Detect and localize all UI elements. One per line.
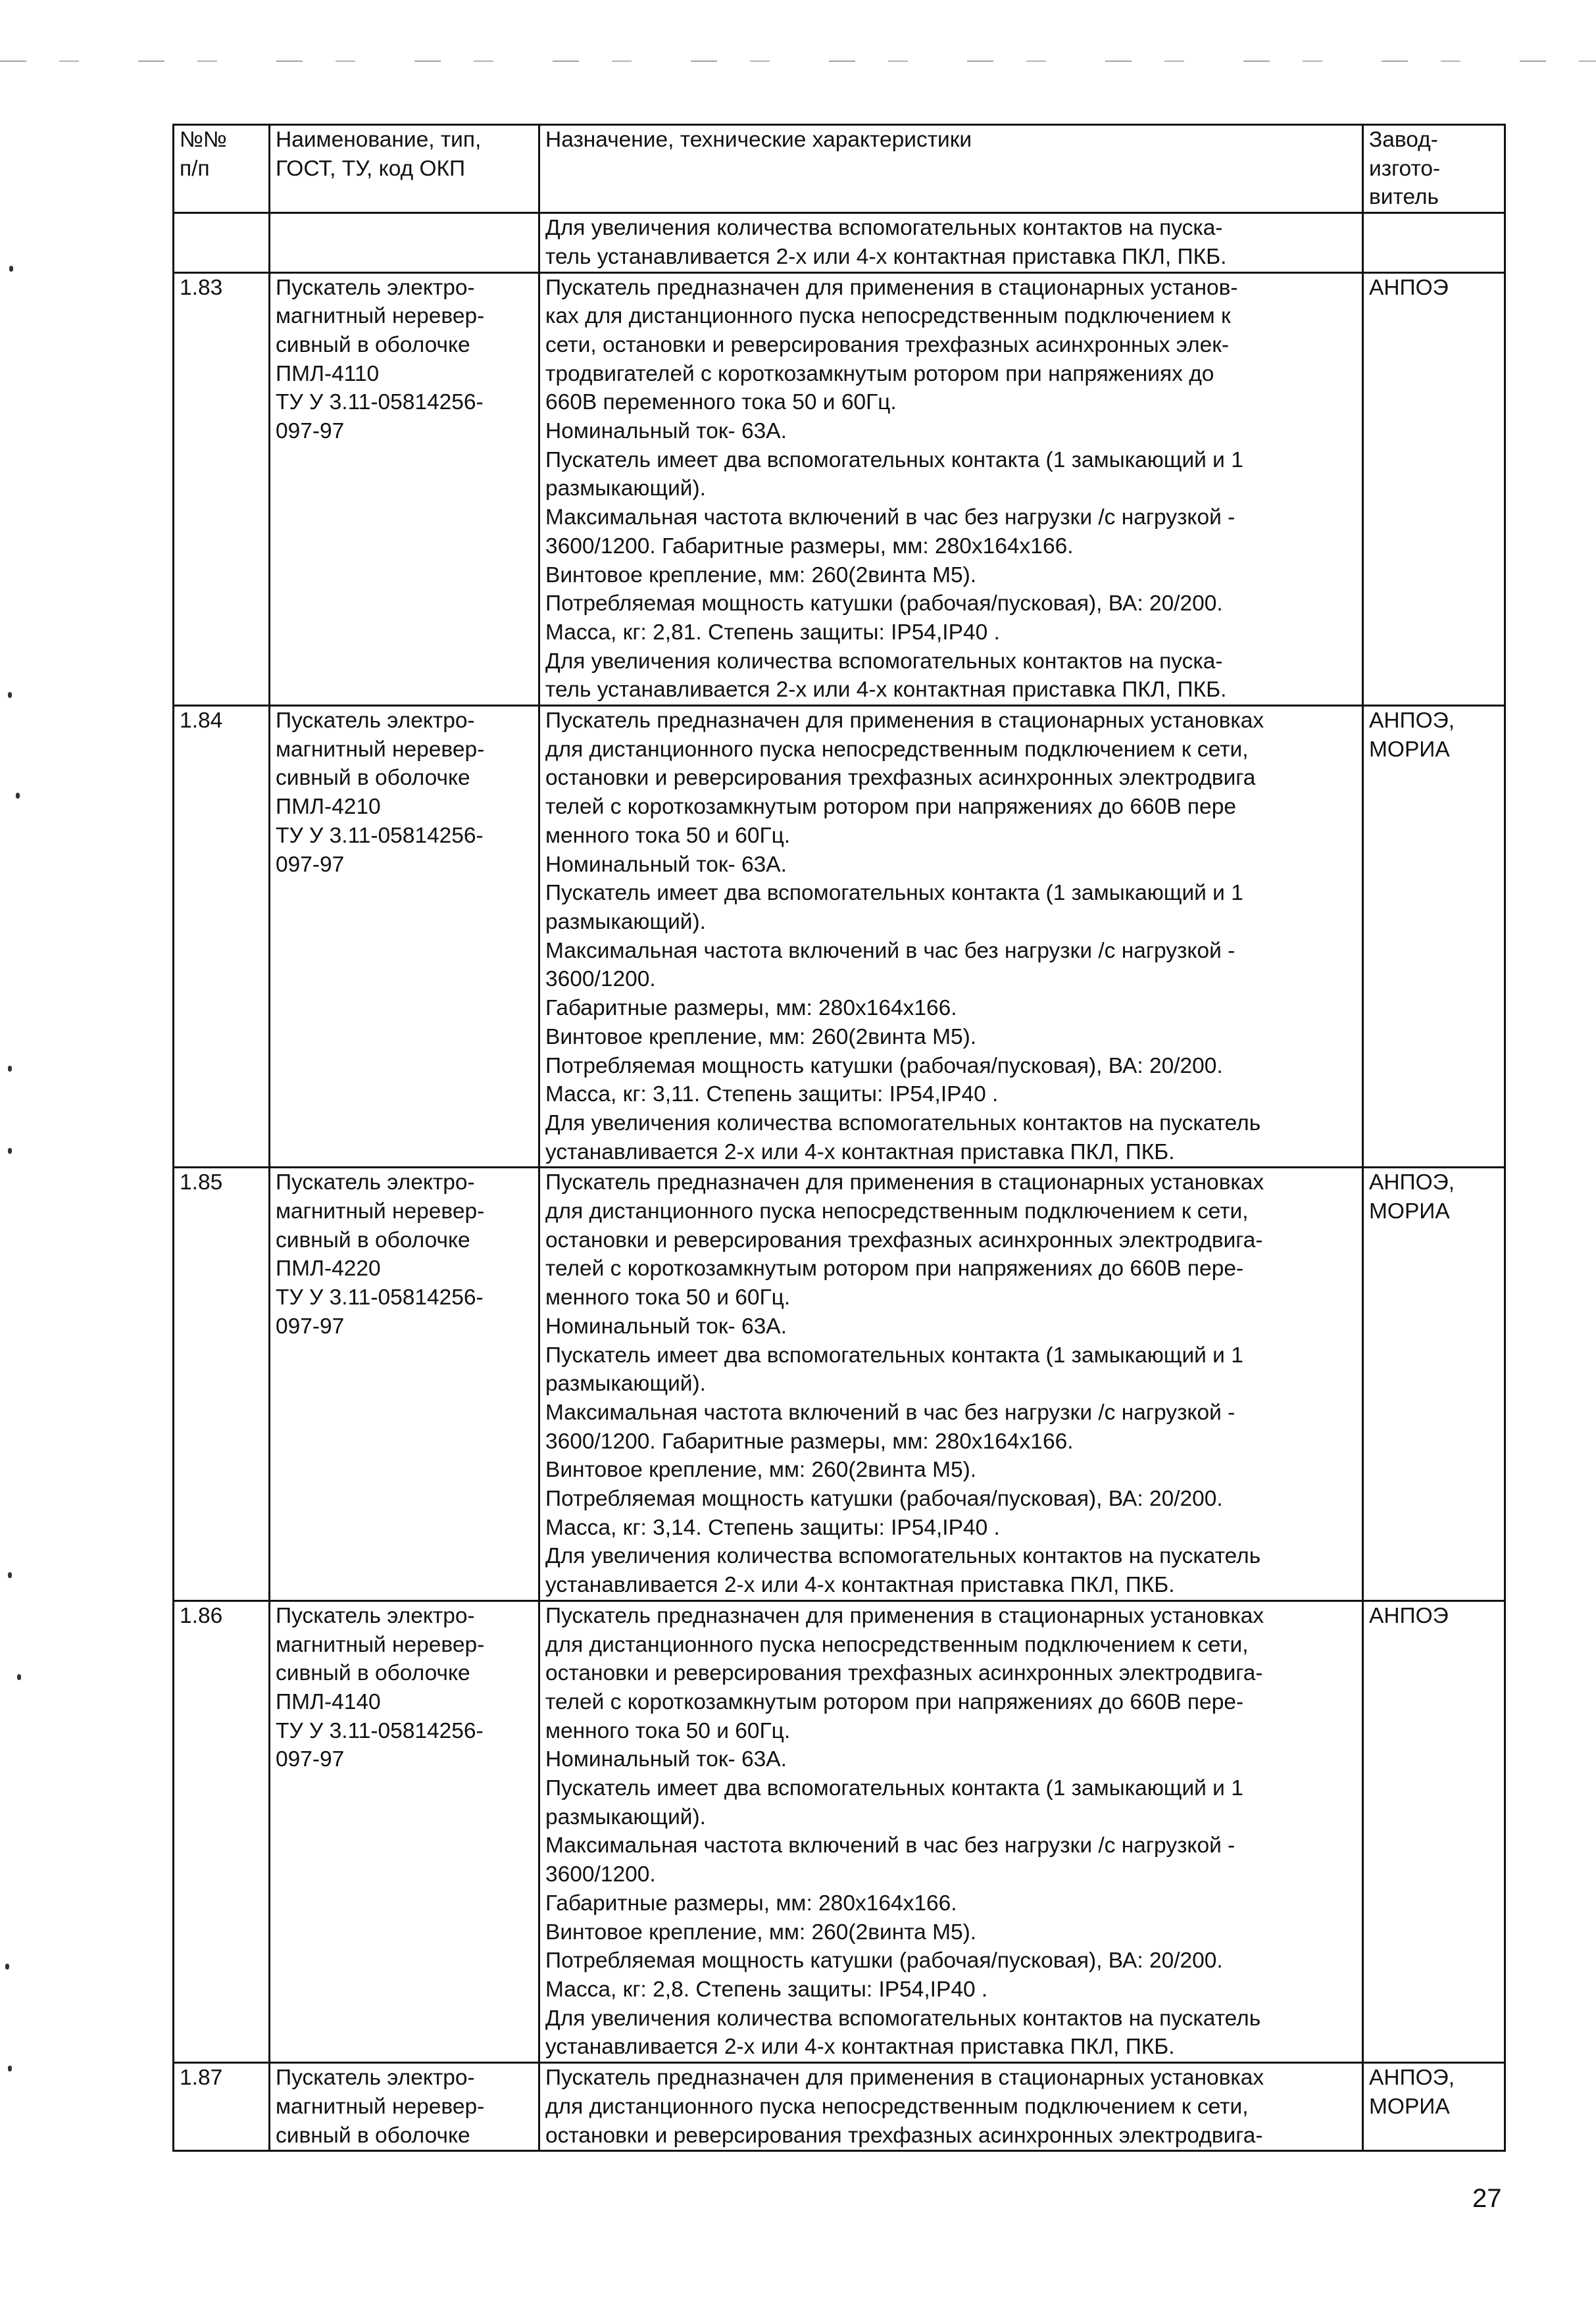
text-line: ПМЛ-4140 xyxy=(276,1689,381,1714)
text-line: Назначение, технические характеристики xyxy=(545,128,972,152)
text-line: остановки и реверсирования трехфазных асинхронных электродвига xyxy=(545,766,1256,791)
text-line: 097-97 xyxy=(276,419,345,444)
table-row xyxy=(174,706,1505,1168)
text-line: магнитный неревер- xyxy=(276,304,485,329)
text-line: ПМЛ-4110 xyxy=(276,361,380,386)
text-line: устанавливается 2-х или 4-х контактная приставка ПКЛ, ПКБ. xyxy=(545,2035,1175,2060)
text-line: Потребляемая мощность катушки (рабочая/пусковая), ВА: 20/200. xyxy=(545,591,1223,616)
text-line: Номинальный ток- 63А. xyxy=(545,419,787,444)
text-line: телей с короткозамкнутым ротором при напряжениях до 660В пере- xyxy=(545,1689,1244,1714)
text-line: сивный в оболочке xyxy=(276,332,470,357)
text-line: №№ xyxy=(180,128,227,152)
table-row xyxy=(174,1600,1505,2062)
text-line: магнитный неревер- xyxy=(276,1199,485,1224)
scan-speck xyxy=(8,692,12,698)
cell-description xyxy=(539,2063,1363,2151)
text-line: Пускатель предназначен для применения в стационарных установках xyxy=(545,1603,1264,1628)
table-row xyxy=(174,2063,1505,2151)
text-line: тель устанавливается 2-х или 4-х контактная приставка ПКЛ, ПКБ. xyxy=(545,244,1227,269)
text-line: ТУ У 3.11-05814256- xyxy=(276,1718,484,1743)
text-line: Пускатель предназначен для применения в стационарных установках xyxy=(545,2066,1264,2091)
scan-speck xyxy=(8,1148,12,1154)
text-line: магнитный неревер- xyxy=(276,2094,485,2119)
scan-speck xyxy=(8,1066,12,1072)
text-line: витель xyxy=(1369,185,1439,210)
text-line: 097-97 xyxy=(276,852,345,877)
text-line: Винтовое крепление, мм: 260(2винта М5). xyxy=(545,1920,977,1945)
text-line: Наименование, тип, xyxy=(276,128,482,152)
text-line: АНПОЭ, xyxy=(1369,2066,1455,2091)
text-line: Номинальный ток- 63А. xyxy=(545,1747,787,1772)
text-line: ПМЛ-4220 xyxy=(276,1256,381,1281)
header-manufacturer xyxy=(1363,125,1505,213)
cell-number: 1.83 xyxy=(174,272,270,706)
text-line: Винтовое крепление, мм: 260(2винта М5). xyxy=(545,1458,977,1483)
text-line: 097-97 xyxy=(276,1747,345,1772)
table-row xyxy=(174,272,1505,706)
text-line: Для увеличения количества вспомогательных контактов на пускатель xyxy=(545,2006,1261,2031)
table-header-row xyxy=(174,125,1505,213)
cell-number: 1.85 xyxy=(174,1168,270,1601)
text-line: 3600/1200. xyxy=(545,967,656,992)
scan-speck xyxy=(8,1572,12,1578)
text-line: сивный в оболочке xyxy=(276,1661,470,1686)
text-line: Пускатель электро- xyxy=(276,2066,475,2091)
scan-speck xyxy=(9,266,13,272)
text-line: менного тока 50 и 60Гц. xyxy=(545,823,791,848)
text-line: менного тока 50 и 60Гц. xyxy=(545,1285,791,1310)
text-line: Габаритные размеры, мм: 280х164х166. xyxy=(545,996,957,1021)
text-line: Потребляемая мощность катушки (рабочая/пусковая), ВА: 20/200. xyxy=(545,1053,1223,1078)
text-line: размыкающий). xyxy=(545,1372,706,1397)
text-line: сивный в оболочке xyxy=(276,1228,470,1253)
cell-name xyxy=(270,213,539,272)
text-line: Масса, кг: 2,81. Степень защиты: IP54,IP40 . xyxy=(545,620,1000,645)
text-line: ТУ У 3.11-05814256- xyxy=(276,390,484,415)
text-line: для дистанционного пуска непосредственным подключением к сети, xyxy=(545,737,1249,762)
cell-description xyxy=(539,1600,1363,2062)
text-line: менного тока 50 и 60Гц. xyxy=(545,1718,791,1743)
text-line: Для увеличения количества вспомогательных контактов на пуска- xyxy=(545,216,1223,241)
scan-speck xyxy=(8,2066,12,2071)
text-line: остановки и реверсирования трехфазных асинхронных электродвига- xyxy=(545,1228,1263,1253)
text-line: АНПОЭ xyxy=(1369,275,1449,300)
cell-number: 1.87 xyxy=(174,2063,270,2151)
text-line: тель устанавливается 2-х или 4-х контактная приставка ПКЛ, ПКБ. xyxy=(545,678,1227,703)
text-line: Максимальная частота включений в час без нагрузки /с нагрузкой - xyxy=(545,938,1235,963)
text-line: МОРИА xyxy=(1369,1199,1450,1224)
text-line: 3600/1200. Габаритные размеры, мм: 280х164х166. xyxy=(545,1429,1074,1454)
table-row xyxy=(174,1168,1505,1601)
specification-table xyxy=(172,124,1506,2152)
text-line: для дистанционного пуска непосредственным подключением к сети, xyxy=(545,2094,1249,2119)
cell-name xyxy=(270,272,539,706)
text-line: размыкающий). xyxy=(545,476,706,501)
text-line: устанавливается 2-х или 4-х контактная приставка ПКЛ, ПКБ. xyxy=(545,1573,1175,1598)
text-line: Завод- xyxy=(1369,128,1438,152)
text-line: ТУ У 3.11-05814256- xyxy=(276,823,484,848)
text-line: п/п xyxy=(180,156,210,181)
cell-manufacturer xyxy=(1363,213,1505,272)
header-purpose xyxy=(539,125,1363,213)
text-line: Пускатель имеет два вспомогательных контакта (1 замыкающий и 1 xyxy=(545,1776,1243,1801)
text-line: для дистанционного пуска непосредственным подключением к сети, xyxy=(545,1199,1249,1224)
text-line: 3600/1200. xyxy=(545,1862,656,1887)
text-line: устанавливается 2-х или 4-х контактная приставка ПКЛ, ПКБ. xyxy=(545,1139,1175,1164)
cell-description xyxy=(539,213,1363,272)
continuation-row xyxy=(174,213,1505,272)
cell-description xyxy=(539,272,1363,706)
cell-description xyxy=(539,1168,1363,1601)
text-line: сивный в оболочке xyxy=(276,766,470,791)
text-line: МОРИА xyxy=(1369,737,1450,762)
text-line: Пускатель электро- xyxy=(276,708,475,733)
text-line: 3600/1200. Габаритные размеры, мм: 280х164х166. xyxy=(545,533,1074,558)
text-line: сети, остановки и реверсирования трехфазных асинхронных элек- xyxy=(545,332,1230,357)
cell-number: 1.84 xyxy=(174,706,270,1168)
text-line: Габаритные размеры, мм: 280х164х166. xyxy=(545,1891,957,1916)
text-line: для дистанционного пуска непосредственным подключением к сети, xyxy=(545,1632,1249,1657)
cell-number xyxy=(174,213,270,272)
text-line: Пускатель имеет два вспомогательных контакта (1 замыкающий и 1 xyxy=(545,881,1243,906)
scan-speck xyxy=(16,793,20,799)
text-line: Для увеличения количества вспомогательных контактов на пускатель xyxy=(545,1110,1261,1135)
text-line: изгото- xyxy=(1369,156,1441,181)
text-line: Пускатель предназначен для применения в стационарных установках xyxy=(545,1170,1264,1195)
text-line: Винтовое крепление, мм: 260(2винта М5). xyxy=(545,562,977,587)
text-line: Пускатель имеет два вспомогательных контакта (1 замыкающий и 1 xyxy=(545,447,1243,472)
cell-name xyxy=(270,1600,539,2062)
cell-name xyxy=(270,706,539,1168)
text-line: Пускатель предназначен для применения в стационарных установ- xyxy=(545,275,1238,300)
text-line: остановки и реверсирования трехфазных асинхронных электродвига- xyxy=(545,1661,1263,1686)
cell-manufacturer xyxy=(1363,2063,1505,2151)
text-line: сивный в оболочке xyxy=(276,2123,470,2148)
text-line: Пускатель предназначен для применения в стационарных установках xyxy=(545,708,1264,733)
text-line: 097-97 xyxy=(276,1314,345,1339)
text-line: телей с короткозамкнутым ротором при напряжениях до 660В пере xyxy=(545,795,1236,820)
text-line: Пускатель электро- xyxy=(276,1603,475,1628)
scan-speck xyxy=(17,1674,21,1680)
text-line: телей с короткозамкнутым ротором при напряжениях до 660В пере- xyxy=(545,1256,1244,1281)
scan-artifact-line xyxy=(0,61,1596,62)
text-line: ГОСТ, ТУ, код ОКП xyxy=(276,156,466,181)
text-line: Для увеличения количества вспомогательных контактов на пускатель xyxy=(545,1544,1261,1569)
scan-speck xyxy=(5,1964,9,1970)
text-line: Пускатель электро- xyxy=(276,1170,475,1195)
text-line: Номинальный ток- 63А. xyxy=(545,1314,787,1339)
text-line: остановки и реверсирования трехфазных асинхронных электродвига- xyxy=(545,2123,1263,2148)
text-line: АНПОЭ, xyxy=(1369,708,1455,733)
cell-manufacturer xyxy=(1363,1168,1505,1601)
text-line: Потребляемая мощность катушки (рабочая/пусковая), ВА: 20/200. xyxy=(545,1487,1223,1512)
text-line: магнитный неревер- xyxy=(276,1632,485,1657)
cell-manufacturer xyxy=(1363,1600,1505,2062)
cell-description xyxy=(539,706,1363,1168)
text-line: Максимальная частота включений в час без нагрузки /с нагрузкой - xyxy=(545,1400,1235,1425)
text-line: Потребляемая мощность катушки (рабочая/пусковая), ВА: 20/200. xyxy=(545,1948,1223,1973)
header-name xyxy=(270,125,539,213)
text-line: Пускатель имеет два вспомогательных контакта (1 замыкающий и 1 xyxy=(545,1343,1243,1368)
text-line: МОРИА xyxy=(1369,2094,1450,2119)
text-line: АНПОЭ, xyxy=(1369,1170,1455,1195)
text-line: 660В переменного тока 50 и 60Гц. xyxy=(545,390,897,415)
text-line: Для увеличения количества вспомогательных контактов на пуска- xyxy=(545,649,1223,674)
cell-name xyxy=(270,2063,539,2151)
text-line: Пускатель электро- xyxy=(276,275,475,300)
text-line: Максимальная частота включений в час без нагрузки /с нагрузкой - xyxy=(545,505,1235,530)
cell-manufacturer xyxy=(1363,706,1505,1168)
text-line: Максимальная частота включений в час без нагрузки /с нагрузкой - xyxy=(545,1833,1235,1858)
text-line: Номинальный ток- 63А. xyxy=(545,852,787,877)
text-line: АНПОЭ xyxy=(1369,1603,1449,1628)
cell-manufacturer xyxy=(1363,272,1505,706)
header-number xyxy=(174,125,270,213)
text-line: Винтовое крепление, мм: 260(2винта М5). xyxy=(545,1024,977,1049)
text-line: размыкающий). xyxy=(545,1804,706,1829)
text-line: Масса, кг: 3,11. Степень защиты: IP54,IP40 . xyxy=(545,1082,999,1107)
page-number: 27 xyxy=(1472,2184,1502,2213)
text-line: Масса, кг: 3,14. Степень защиты: IP54,IP40 . xyxy=(545,1515,1000,1540)
cell-name xyxy=(270,1168,539,1601)
text-line: размыкающий). xyxy=(545,909,706,934)
cell-number: 1.86 xyxy=(174,1600,270,2062)
text-line: ках для дистанционного пуска непосредственным подключением к xyxy=(545,304,1231,329)
text-line: магнитный неревер- xyxy=(276,737,485,762)
text-line: ПМЛ-4210 xyxy=(276,795,381,820)
text-line: тродвигателей с короткозамкнутым ротором при напряжениях до xyxy=(545,361,1214,386)
text-line: Масса, кг: 2,8. Степень защиты: IP54,IP40 . xyxy=(545,1977,988,2002)
text-line: ТУ У 3.11-05814256- xyxy=(276,1285,484,1310)
